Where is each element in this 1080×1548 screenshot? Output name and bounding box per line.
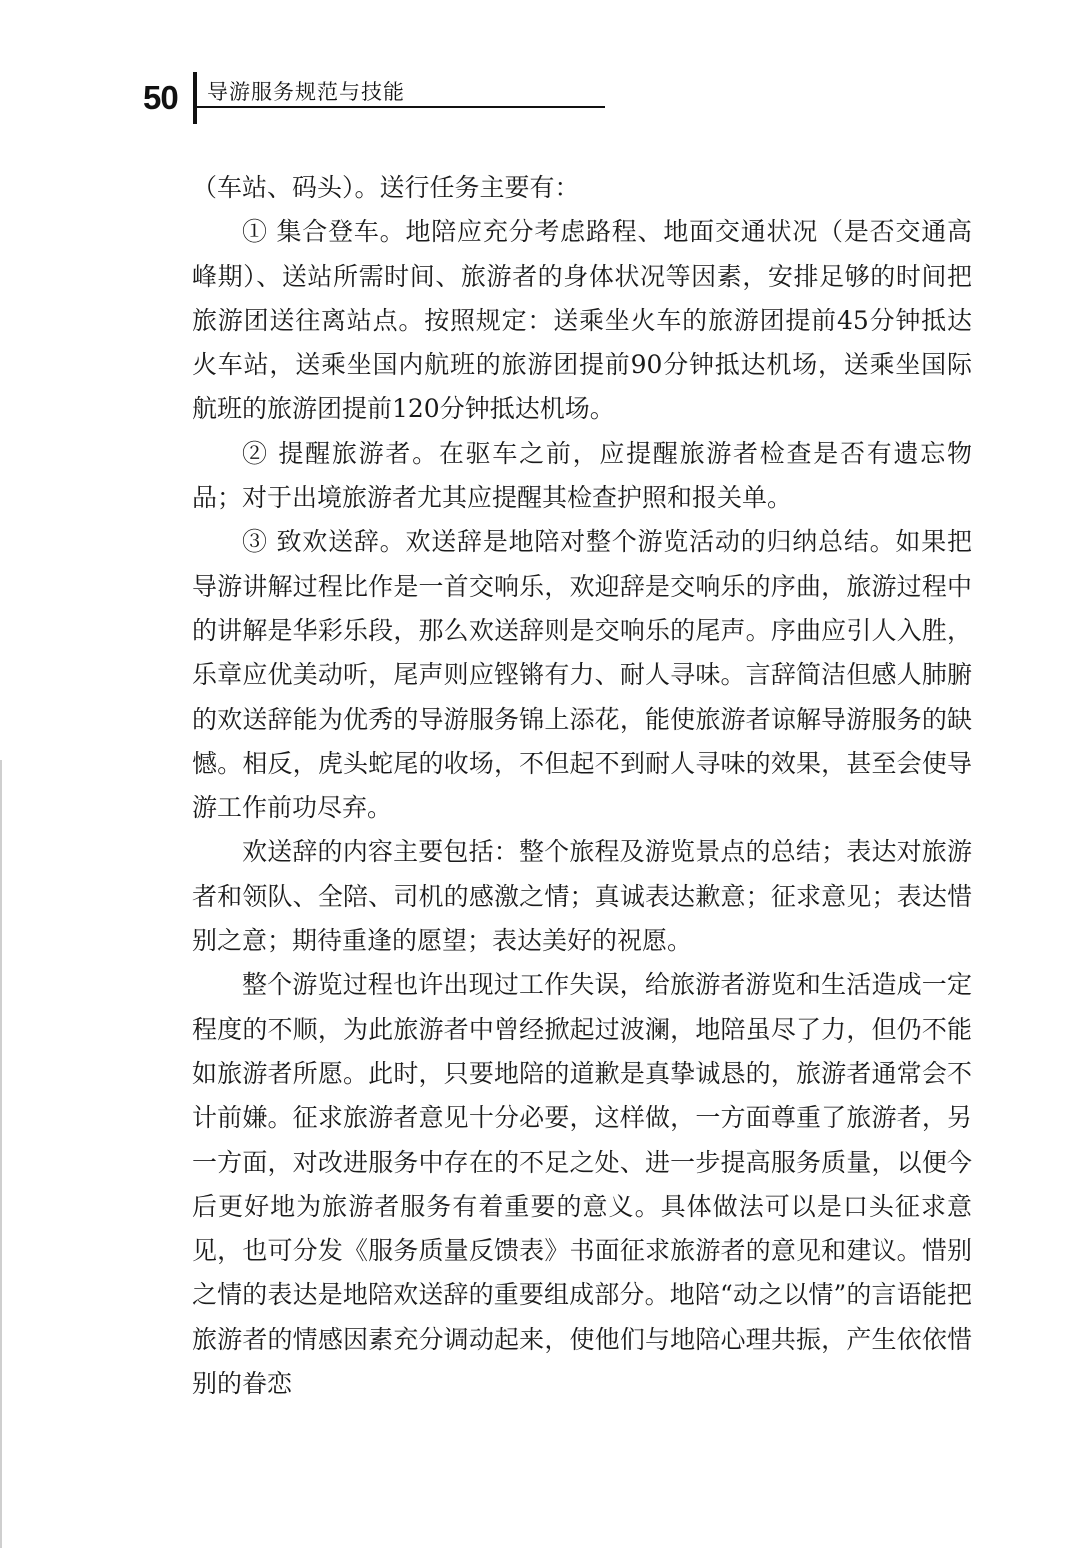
header-rule (197, 106, 605, 108)
running-header-title: 导游服务规范与技能 (207, 80, 405, 104)
paragraph-continuation: （车站、码头）。送行任务主要有： (192, 173, 580, 202)
paragraph-speech-contents: 欢送辞的内容主要包括：整个旅程及游览景点的总结；表达对旅游者和领队、全陪、司机的感激之情；真诚表达歉意；征求意见；表达惜别之意；期待重逢的愿望；表达美好的祝愿。 (192, 837, 972, 956)
page-left-edge (0, 760, 2, 1548)
paragraph-reminder: ② 提醒旅游者。在驱车之前，应提醒旅游者检查是否有遗忘物品；对于出境旅游者尤其应提醒其检查护照和报关单。 (192, 438, 972, 513)
page-number: 50 (143, 79, 178, 116)
paragraph-gathering: ① 集合登车。地陪应充分考虑路程、地面交通状况（是否交通高峰期）、送站所需时间、旅游者的身体状况等因素，安排足够的时间把旅游团送往离站点。按照规定：送乘坐火车的旅游团提前45分钟抵达火车站，送乘坐国内航班的旅游团提前90分钟抵达机场，送乘坐国际航班的旅游团提前120分钟抵达机场。 (192, 217, 972, 424)
paragraph-apology-feedback: 整个游览过程也许出现过工作失误，给旅游者游览和生活造成一定程度的不顺，为此旅游者中曾经掀起过波澜，地陪虽尽了力，但仍不能如旅游者所愿。此时，只要地陪的道歉是真挚诚恳的，旅游者通常会不计前嫌。征求旅游者意见十分必要，这样做，一方面尊重了旅游者，另一方面，对改进服务中存在的不足之处、进一步提高服务质量，以便今后更好地为旅游者服务有着重要的意义。具体做法可以是口头征求意见，也可分发《服务质量反馈表》书面征求旅游者的意见和建议。惜别之情的表达是地陪欢送辞的重要组成部分。地陪“动之以情”的言语能把旅游者的情感因素充分调动起来，使他们与地陪心理共振，产生依依惜别的眷恋 (192, 970, 972, 1399)
body-text (192, 166, 972, 1406)
header-vertical-bar (193, 72, 197, 124)
paragraph-farewell-speech: ③ 致欢送辞。欢送辞是地陪对整个游览活动的归纳总结。如果把导游讲解过程比作是一首交响乐，欢迎辞是交响乐的序曲，旅游过程中的讲解是华彩乐段，那么欢送辞则是交响乐的尾声。序曲应引人入胜，乐章应优美动听，尾声则应铿锵有力、耐人寻味。言辞简洁但感人肺腑的欢送辞能为优秀的导游服务锦上添花，能使旅游者谅解导游服务的缺憾。相反，虎头蛇尾的收场，不但起不到耐人寻味的效果，甚至会使导游工作前功尽弃。 (192, 527, 972, 823)
